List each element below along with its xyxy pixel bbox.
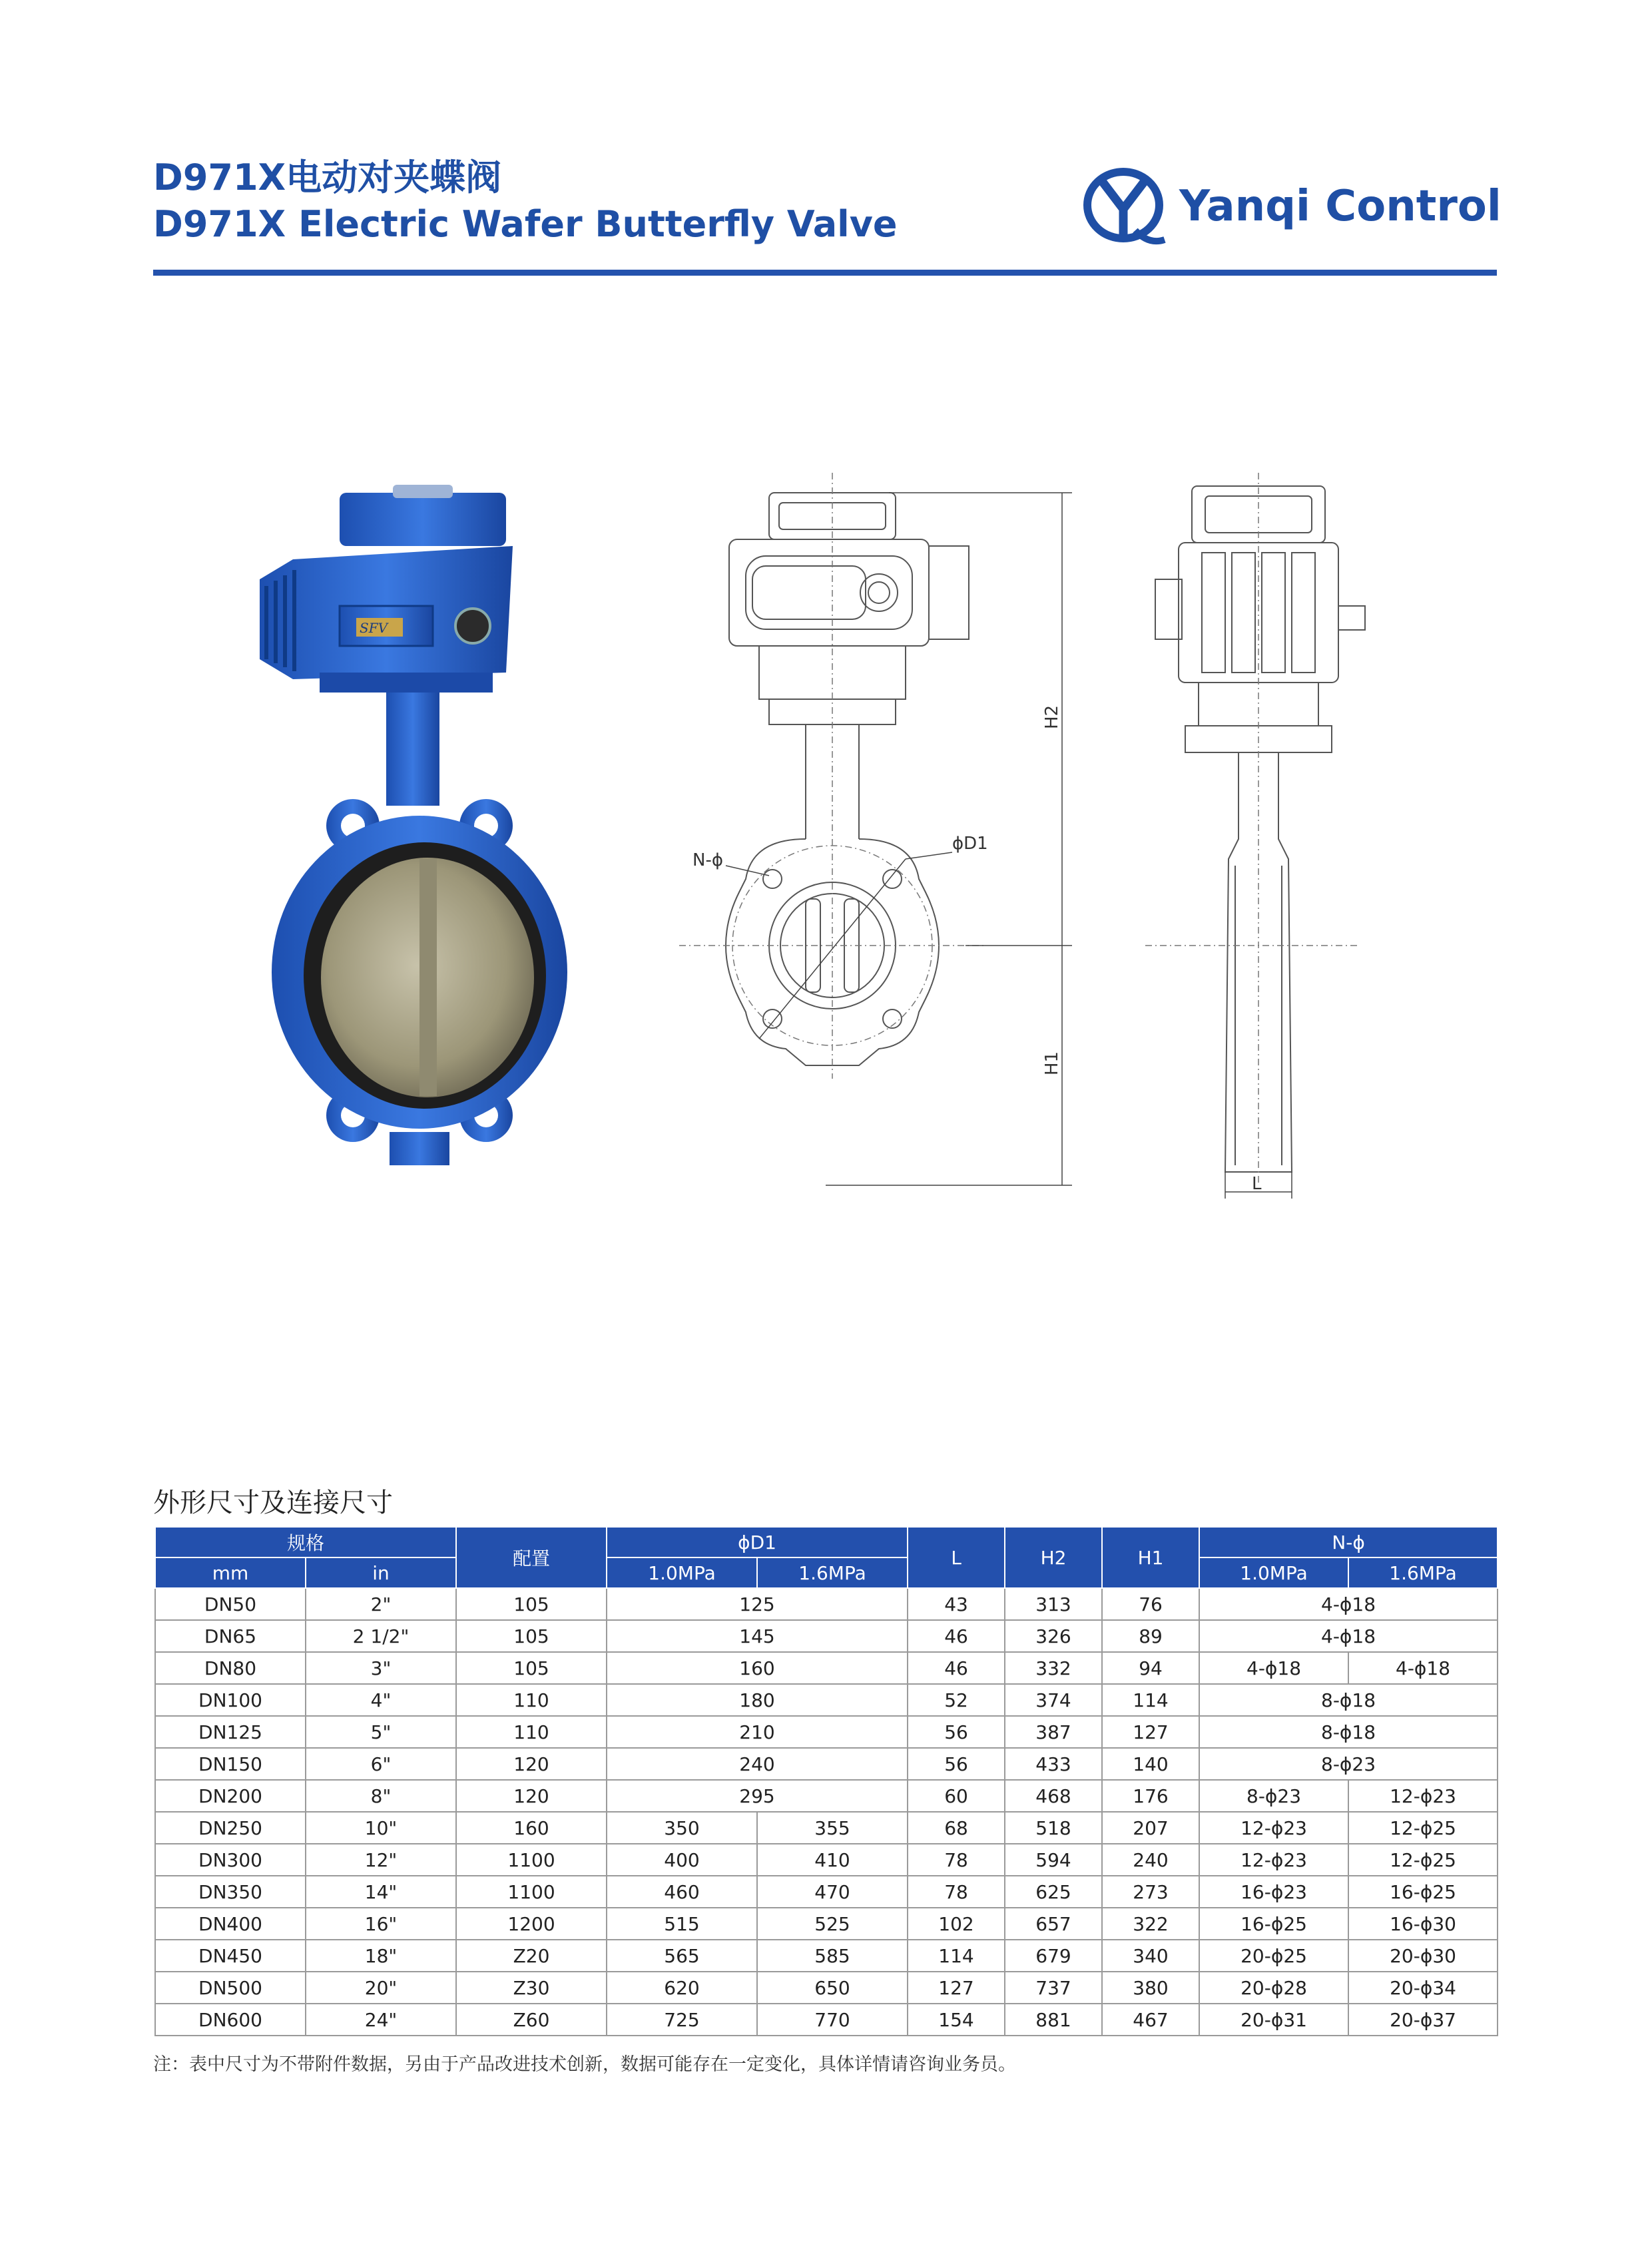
- cell-mm: DN80: [155, 1652, 306, 1684]
- th-in: in: [306, 1557, 456, 1588]
- cell-l: 46: [908, 1620, 1005, 1652]
- cell-nphi-10: 4-ϕ18: [1199, 1652, 1348, 1684]
- cell-config: 1100: [456, 1876, 607, 1908]
- cell-d1-10: 515: [607, 1908, 757, 1940]
- cell-h2: 433: [1005, 1748, 1102, 1780]
- cell-nphi: 4-ϕ18: [1199, 1588, 1498, 1620]
- yanqi-logo-icon: [1082, 166, 1169, 246]
- th-d1-16: 1.6MPa: [757, 1557, 908, 1588]
- cell-h2: 326: [1005, 1620, 1102, 1652]
- cell-config: 105: [456, 1652, 607, 1684]
- cell-l: 78: [908, 1876, 1005, 1908]
- table-row: [155, 1780, 1498, 1812]
- cell-mm: DN65: [155, 1620, 306, 1652]
- cell-h1: 207: [1102, 1812, 1199, 1844]
- cell-h2: 679: [1005, 1940, 1102, 1972]
- cell-l: 46: [908, 1652, 1005, 1684]
- cell-l: 154: [908, 2004, 1005, 2036]
- cell-d1: 240: [607, 1748, 908, 1780]
- cell-h1: 322: [1102, 1908, 1199, 1940]
- th-nphi: N-ϕ: [1199, 1527, 1498, 1557]
- table-row: [155, 1812, 1498, 1844]
- cell-d1-16: 650: [757, 1972, 908, 2004]
- cell-in: 12": [306, 1844, 456, 1876]
- cell-mm: DN600: [155, 2004, 306, 2036]
- cell-h1: 176: [1102, 1780, 1199, 1812]
- cell-l: 127: [908, 1972, 1005, 2004]
- cell-nphi-16: 4-ϕ18: [1348, 1652, 1498, 1684]
- label-h1: H1: [1042, 1051, 1062, 1075]
- label-n-phi: N-ϕ: [692, 850, 723, 870]
- cell-config: 110: [456, 1684, 607, 1716]
- th-d1: ϕD1: [607, 1527, 908, 1557]
- cell-d1: 295: [607, 1780, 908, 1812]
- cell-in: 6": [306, 1748, 456, 1780]
- cell-nphi-16: 12-ϕ25: [1348, 1844, 1498, 1876]
- spec-table: [154, 1526, 1498, 2036]
- table-row: [155, 1620, 1498, 1652]
- cell-l: 52: [908, 1684, 1005, 1716]
- cell-d1: 180: [607, 1684, 908, 1716]
- cell-nphi-10: 8-ϕ23: [1199, 1780, 1348, 1812]
- title-chinese: D971X电动对夹蝶阀: [153, 156, 502, 198]
- cell-l: 56: [908, 1716, 1005, 1748]
- cell-in: 20": [306, 1972, 456, 2004]
- table-row: [155, 1652, 1498, 1684]
- th-spec: 规格: [155, 1527, 456, 1557]
- th-d1-10: 1.0MPa: [607, 1557, 757, 1588]
- cell-h2: 374: [1005, 1684, 1102, 1716]
- cell-nphi-16: 20-ϕ30: [1348, 1940, 1498, 1972]
- cell-d1: 145: [607, 1620, 908, 1652]
- cell-h2: 313: [1005, 1588, 1102, 1620]
- cell-config: 160: [456, 1812, 607, 1844]
- cell-in: 16": [306, 1908, 456, 1940]
- cell-nphi-10: 20-ϕ25: [1199, 1940, 1348, 1972]
- cell-in: 24": [306, 2004, 456, 2036]
- cell-mm: DN125: [155, 1716, 306, 1748]
- cell-nphi-10: 16-ϕ23: [1199, 1876, 1348, 1908]
- cell-mm: DN100: [155, 1684, 306, 1716]
- cell-mm: DN450: [155, 1940, 306, 1972]
- cell-h2: 332: [1005, 1652, 1102, 1684]
- cell-h1: 89: [1102, 1620, 1199, 1652]
- cell-h2: 657: [1005, 1908, 1102, 1940]
- cell-in: 5": [306, 1716, 456, 1748]
- cell-nphi: 8-ϕ23: [1199, 1748, 1498, 1780]
- side-view-drawing: [1145, 466, 1378, 1212]
- cell-d1-10: 460: [607, 1876, 757, 1908]
- cell-d1-10: 565: [607, 1940, 757, 1972]
- cell-l: 102: [908, 1908, 1005, 1940]
- cell-h2: 737: [1005, 1972, 1102, 2004]
- cell-h2: 518: [1005, 1812, 1102, 1844]
- cell-h2: 625: [1005, 1876, 1102, 1908]
- cell-nphi: 8-ϕ18: [1199, 1684, 1498, 1716]
- cell-nphi-10: 12-ϕ23: [1199, 1812, 1348, 1844]
- cell-in: 4": [306, 1684, 456, 1716]
- cell-config: 105: [456, 1620, 607, 1652]
- cell-d1-10: 400: [607, 1844, 757, 1876]
- cell-mm: DN400: [155, 1908, 306, 1940]
- cell-h1: 94: [1102, 1652, 1199, 1684]
- cell-config: 1200: [456, 1908, 607, 1940]
- table-footnote: 注：表中尺寸为不带附件数据，另由于产品改进技术创新，数据可能存在一定变化，具体详情请咨询业务员。: [153, 2054, 1016, 2075]
- cell-l: 78: [908, 1844, 1005, 1876]
- logo-text: Yanqi Control: [1179, 182, 1502, 231]
- table-row: [155, 1748, 1498, 1780]
- cell-h1: 114: [1102, 1684, 1199, 1716]
- cell-config: 1100: [456, 1844, 607, 1876]
- header: [153, 154, 898, 248]
- cell-l: 114: [908, 1940, 1005, 1972]
- cell-in: 8": [306, 1780, 456, 1812]
- cell-h1: 140: [1102, 1748, 1199, 1780]
- cell-h1: 273: [1102, 1876, 1199, 1908]
- table-row: [155, 1684, 1498, 1716]
- cell-d1: 210: [607, 1716, 908, 1748]
- cell-nphi-16: 16-ϕ30: [1348, 1908, 1498, 1940]
- title-english: D971X Electric Wafer Butterfly Valve: [153, 203, 898, 245]
- cell-config: 120: [456, 1780, 607, 1812]
- cell-h2: 594: [1005, 1844, 1102, 1876]
- cell-nphi: 4-ϕ18: [1199, 1620, 1498, 1652]
- th-mm: mm: [155, 1557, 306, 1588]
- cell-h2: 468: [1005, 1780, 1102, 1812]
- table-row: [155, 2004, 1498, 2036]
- photo-brand-label: SFV: [360, 620, 388, 636]
- cell-d1-16: 770: [757, 2004, 908, 2036]
- cell-d1-10: 350: [607, 1812, 757, 1844]
- label-d1: ϕD1: [952, 834, 988, 854]
- label-h2: H2: [1042, 704, 1062, 729]
- th-config: 配置: [456, 1527, 607, 1588]
- cell-l: 60: [908, 1780, 1005, 1812]
- cell-mm: DN350: [155, 1876, 306, 1908]
- cell-mm: DN150: [155, 1748, 306, 1780]
- th-nphi-10: 1.0MPa: [1199, 1557, 1348, 1588]
- label-l: L: [1252, 1174, 1262, 1194]
- cell-in: 2": [306, 1588, 456, 1620]
- cell-l: 68: [908, 1812, 1005, 1844]
- cell-config: Z30: [456, 1972, 607, 2004]
- th-nphi-16: 1.6MPa: [1348, 1557, 1498, 1588]
- cell-nphi-10: 12-ϕ23: [1199, 1844, 1348, 1876]
- table-row: [155, 1940, 1498, 1972]
- cell-d1-16: 525: [757, 1908, 908, 1940]
- spec-table-body: [155, 1588, 1498, 2036]
- cell-h2: 881: [1005, 2004, 1102, 2036]
- table-row: [155, 1908, 1498, 1940]
- cell-h1: 380: [1102, 1972, 1199, 2004]
- table-row: [155, 1972, 1498, 2004]
- cell-h1: 340: [1102, 1940, 1199, 1972]
- cell-nphi-16: 20-ϕ34: [1348, 1972, 1498, 2004]
- cell-nphi-10: 20-ϕ28: [1199, 1972, 1348, 2004]
- valve-photo: [253, 466, 599, 1199]
- cell-l: 56: [908, 1748, 1005, 1780]
- cell-in: 14": [306, 1876, 456, 1908]
- cell-h1: 76: [1102, 1588, 1199, 1620]
- cell-config: Z20: [456, 1940, 607, 1972]
- table-row: [155, 1876, 1498, 1908]
- th-h1: H1: [1102, 1527, 1199, 1588]
- cell-config: Z60: [456, 2004, 607, 2036]
- cell-d1-10: 620: [607, 1972, 757, 2004]
- table-row: [155, 1716, 1498, 1748]
- cell-h1: 467: [1102, 2004, 1199, 2036]
- cell-config: 110: [456, 1716, 607, 1748]
- cell-in: 10": [306, 1812, 456, 1844]
- cell-d1-16: 410: [757, 1844, 908, 1876]
- cell-mm: DN300: [155, 1844, 306, 1876]
- cell-d1-16: 585: [757, 1940, 908, 1972]
- cell-d1-16: 355: [757, 1812, 908, 1844]
- table-title: 外形尺寸及连接尺寸: [153, 1488, 393, 1518]
- cell-d1: 125: [607, 1588, 908, 1620]
- cell-h1: 240: [1102, 1844, 1199, 1876]
- cell-config: 120: [456, 1748, 607, 1780]
- header-divider: [153, 270, 1497, 276]
- cell-mm: DN500: [155, 1972, 306, 2004]
- cell-in: 18": [306, 1940, 456, 1972]
- cell-nphi-16: 12-ϕ25: [1348, 1812, 1498, 1844]
- table-row: [155, 1588, 1498, 1620]
- cell-nphi: 8-ϕ18: [1199, 1716, 1498, 1748]
- cell-in: 2 1/2": [306, 1620, 456, 1652]
- cell-nphi-10: 16-ϕ25: [1199, 1908, 1348, 1940]
- cell-d1-16: 470: [757, 1876, 908, 1908]
- cell-l: 43: [908, 1588, 1005, 1620]
- cell-mm: DN200: [155, 1780, 306, 1812]
- cell-nphi-16: 12-ϕ23: [1348, 1780, 1498, 1812]
- cell-mm: DN50: [155, 1588, 306, 1620]
- cell-h1: 127: [1102, 1716, 1199, 1748]
- table-row: [155, 1844, 1498, 1876]
- cell-h2: 387: [1005, 1716, 1102, 1748]
- front-view-drawing: [673, 466, 1085, 1212]
- cell-nphi-16: 20-ϕ37: [1348, 2004, 1498, 2036]
- cell-d1: 160: [607, 1652, 908, 1684]
- cell-nphi-10: 20-ϕ31: [1199, 2004, 1348, 2036]
- th-l: L: [908, 1527, 1005, 1588]
- cell-config: 105: [456, 1588, 607, 1620]
- cell-mm: DN250: [155, 1812, 306, 1844]
- th-h2: H2: [1005, 1527, 1102, 1588]
- cell-in: 3": [306, 1652, 456, 1684]
- brand-logo: [1082, 166, 1502, 246]
- cell-d1-10: 725: [607, 2004, 757, 2036]
- cell-nphi-16: 16-ϕ25: [1348, 1876, 1498, 1908]
